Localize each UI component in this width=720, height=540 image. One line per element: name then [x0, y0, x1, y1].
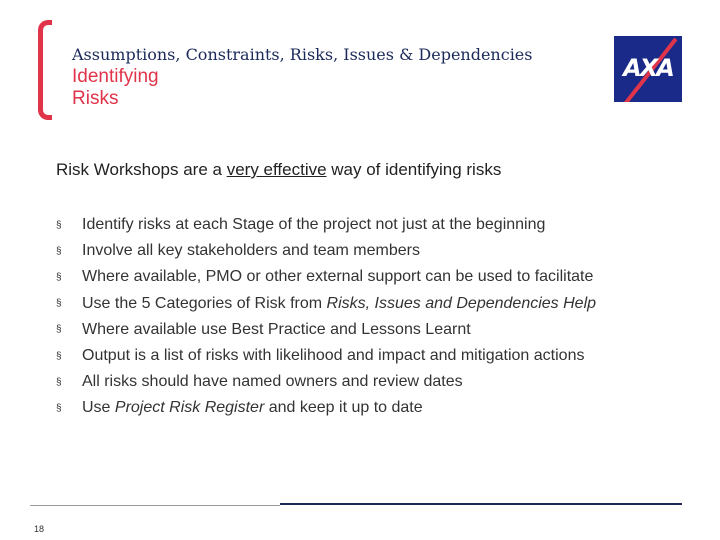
title-main: Assumptions, Constraints, Risks, Issues & Dependencies: [72, 45, 533, 64]
bullet-marker-icon: §: [56, 219, 62, 231]
list-item: [56, 212, 596, 238]
list-item: [56, 238, 596, 264]
list-item: [56, 369, 596, 395]
axa-logo: [614, 36, 682, 102]
logo-text: AXA: [623, 54, 673, 82]
list-item: [56, 343, 596, 369]
title-subtitle: Identifying: [72, 66, 159, 87]
headline: [56, 160, 501, 180]
list-item-text: All risks should have named owners and review dates: [82, 373, 463, 391]
bullet-marker-icon: §: [56, 245, 62, 257]
title-subtitle-line2: Risks: [72, 88, 119, 109]
list-item: [56, 264, 596, 290]
list-item-text: Use Project Risk Register and keep it up to date: [82, 399, 423, 417]
footer-rule-left: [30, 505, 280, 506]
list-item: [56, 317, 596, 343]
bullet-marker-icon: §: [56, 402, 62, 414]
list-item-text: Use the 5 Categories of Risk from Risks, Issues and Dependencies Help: [82, 294, 597, 312]
list-item: [56, 395, 596, 421]
bullet-marker-icon: §: [56, 324, 62, 336]
list-item-text: Identify risks at each Stage of the project not just at the beginning: [82, 216, 546, 234]
bullet-marker-icon: §: [56, 271, 62, 283]
list-item-text: Where available, PMO or other external support can be used to facilitate: [82, 268, 594, 286]
headline-emphasis: very effective: [226, 160, 327, 179]
bullet-marker-icon: §: [56, 298, 62, 310]
footer-rule-right: [280, 503, 682, 505]
bullet-marker-icon: §: [56, 350, 62, 362]
list-item: [56, 291, 596, 317]
bullet-marker-icon: §: [56, 376, 62, 388]
bullet-list: [56, 212, 596, 422]
headline-after: way of identifying risks: [326, 160, 502, 179]
list-item-text: Involve all key stakeholders and team members: [82, 242, 420, 260]
headline-before: Risk Workshops are a: [56, 160, 227, 179]
page-number: 18: [34, 524, 45, 534]
red-bracket-decoration: [38, 20, 52, 120]
slide-title: [72, 44, 592, 110]
list-item-text: Output is a list of risks with likelihood and impact and mitigation actions: [82, 347, 585, 365]
list-item-text: Where available use Best Practice and Lessons Learnt: [82, 320, 471, 338]
